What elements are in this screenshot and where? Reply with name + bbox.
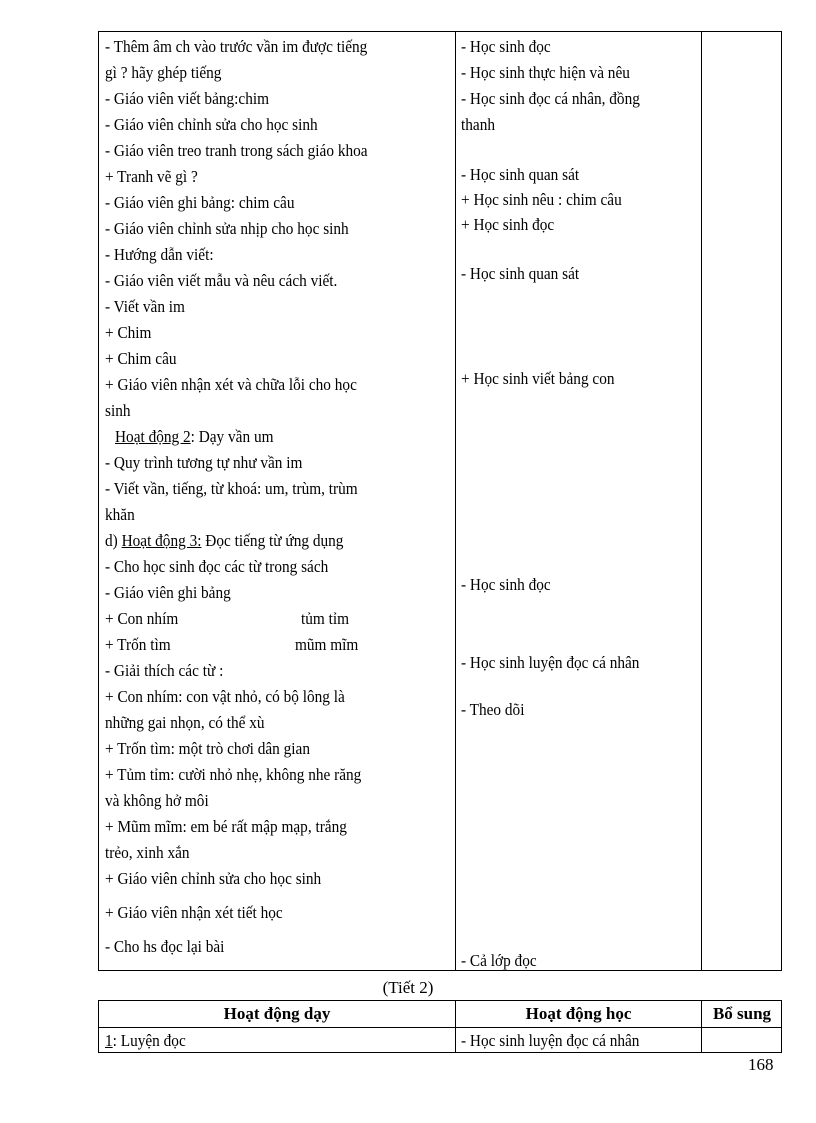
- teacher-line: - Giáo viên chỉnh sửa nhịp cho học sinh: [105, 219, 349, 238]
- activity-heading-prefix: d): [105, 531, 122, 550]
- teacher-line: + Giáo viên nhận xét tiết học: [105, 903, 283, 922]
- teacher-line: - Quy trình tương tự như vần im: [105, 453, 303, 472]
- header-student-activity: Hoạt động học: [525, 1004, 632, 1023]
- teacher-line: - Viết vần, tiếng, từ khoá: um, trùm, trùm: [105, 479, 358, 498]
- student-line: - Học sinh đọc: [461, 575, 551, 594]
- teacher-line: + Tủm tỉm: cười nhỏ nhẹ, không nhe răng: [105, 765, 362, 784]
- teacher-line: + Mũm mĩm: em bé rất mập mạp, trắng: [105, 817, 347, 836]
- student-line: - Theo dõi: [461, 700, 525, 719]
- activity-heading-title: Hoạt động 2: [115, 427, 191, 446]
- teacher-line: sinh: [105, 401, 131, 420]
- activity-heading: [105, 531, 343, 551]
- teacher-line: + Con nhím: [105, 609, 179, 628]
- teacher-line: trẻo, xinh xắn: [105, 843, 190, 862]
- activity-table: [98, 31, 782, 971]
- row-student-cell: - Học sinh luyện đọc cá nhân: [461, 1031, 640, 1050]
- teacher-line: + Giáo viên chỉnh sửa cho học sinh: [105, 869, 322, 888]
- student-line: + Học sinh đọc: [461, 215, 555, 234]
- header-notes: Bổ sung: [712, 1004, 772, 1023]
- activity-heading-text: : Dạy vần um: [190, 427, 274, 446]
- teacher-line: - Cho hs đọc lại bài: [105, 937, 225, 956]
- student-line: thanh: [461, 115, 496, 134]
- student-line: - Học sinh đọc cá nhân, đồng: [461, 89, 640, 108]
- teacher-line: - Giáo viên ghi bảng: [105, 583, 231, 602]
- teacher-line: - Giáo viên treo tranh trong sách giáo khoa: [105, 141, 368, 160]
- student-line: - Học sinh đọc: [461, 37, 551, 56]
- teacher-line: + Trốn tìm: một trò chơi dân gian: [105, 739, 311, 758]
- teacher-line: - Giáo viên ghi bảng: chim câu: [105, 193, 295, 212]
- student-line: - Cả lớp đọc: [461, 951, 537, 970]
- teacher-line: - Hướng dẫn viết:: [105, 245, 214, 264]
- column-divider: [701, 32, 702, 970]
- teacher-line: gì ? hãy ghép tiếng: [105, 63, 222, 82]
- student-line: - Học sinh thực hiện và nêu: [461, 63, 630, 82]
- header-divider: [99, 1027, 781, 1028]
- teacher-line: + Tranh vẽ gì ?: [105, 167, 198, 186]
- student-line: - Học sinh quan sát: [461, 264, 580, 283]
- page-number: 168: [748, 1055, 774, 1074]
- teacher-line: - Giáo viên chỉnh sửa cho học sinh: [105, 115, 318, 134]
- student-line: - Học sinh quan sát: [461, 165, 580, 184]
- header-teacher-activity: Hoạt động dạy: [223, 1004, 331, 1023]
- activity-heading-text: Đọc tiếng từ ứng dụng: [201, 531, 344, 550]
- row-number: 1: [105, 1031, 113, 1050]
- teacher-line: - Thêm âm ch vào trước vần im được tiếng: [105, 37, 368, 56]
- teacher-line: + Chim câu: [105, 349, 177, 368]
- teacher-line: và không hở môi: [105, 791, 209, 810]
- activity-heading: [115, 427, 274, 447]
- student-line: + Học sinh viết bảng con: [461, 369, 615, 388]
- teacher-line: + Trốn tìm: [105, 635, 171, 654]
- teacher-line: những gai nhọn, có thể xù: [105, 713, 265, 732]
- teacher-line: khăn: [105, 505, 135, 524]
- word-example: tủm tỉm: [301, 609, 350, 628]
- teacher-line: - Giáo viên viết bảng:chim: [105, 89, 270, 108]
- lesson-2-table: [98, 1000, 782, 1053]
- teacher-line: - Viết vần im: [105, 297, 185, 316]
- word-example: mũm mĩm: [295, 635, 359, 654]
- row-title: : Luyện đọc: [112, 1031, 186, 1050]
- row-teacher-cell: [105, 1031, 186, 1051]
- student-line: - Học sinh luyện đọc cá nhân: [461, 653, 640, 672]
- teacher-line: + Con nhím: con vật nhỏ, có bộ lông là: [105, 687, 345, 706]
- teacher-line: - Giải thích các từ :: [105, 661, 224, 680]
- teacher-line: - Giáo viên viết mẫu và nêu cách viết.: [105, 271, 338, 290]
- teacher-line: + Chim: [105, 323, 152, 342]
- teacher-line: + Giáo viên nhận xét và chữa lỗi cho học: [105, 375, 357, 394]
- activity-heading-title: Hoạt động 3:: [121, 531, 202, 550]
- student-line: + Học sinh nêu : chim câu: [461, 190, 622, 209]
- column-divider: [455, 32, 456, 970]
- teacher-line: - Cho học sinh đọc các từ trong sách: [105, 557, 329, 576]
- section-subtitle: (Tiết 2): [382, 978, 434, 997]
